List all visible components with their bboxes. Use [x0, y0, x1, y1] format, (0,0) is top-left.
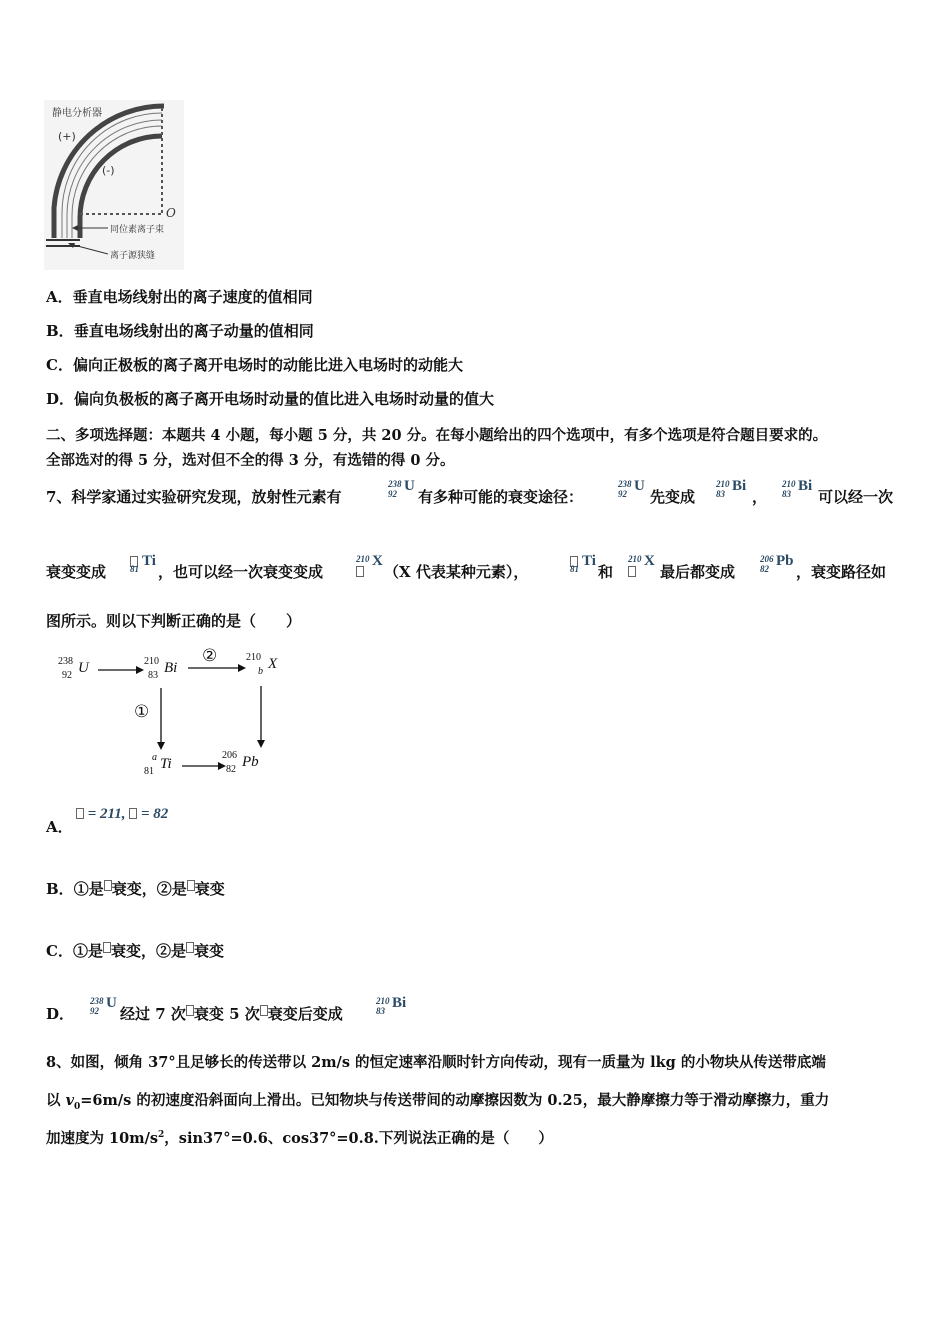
- q7-text-2c: （X 代表某种元素），: [384, 563, 529, 581]
- atomic-number: 83: [716, 489, 725, 499]
- atomic-number: 83: [148, 670, 158, 681]
- mass-number: 210: [356, 554, 370, 564]
- atomic-number: 92: [90, 1006, 99, 1016]
- element-symbol: Bi: [732, 478, 747, 494]
- option-letter: D．: [46, 390, 75, 408]
- blank-box: [104, 880, 112, 891]
- option-a-math: [76, 806, 168, 823]
- option-text-3: 衰变后变成: [267, 1005, 343, 1023]
- q7-line-3: 图所示。则以下判断正确的是（ ）: [46, 612, 302, 630]
- minus-plate-label: (-): [102, 164, 115, 177]
- atomic-placeholder: [628, 564, 636, 577]
- element-symbol: X: [268, 656, 278, 672]
- diagram-ti: [144, 752, 184, 782]
- q8-line-3: [46, 1127, 553, 1148]
- element-symbol: X: [644, 553, 655, 569]
- mass-number: 210: [246, 652, 261, 663]
- nuclide-ti: [570, 553, 600, 579]
- atomic-number: 92: [618, 489, 627, 499]
- nuclide-bi210: [782, 478, 822, 504]
- q8-line-2: [46, 1089, 829, 1112]
- option-letter: A．: [46, 818, 73, 836]
- atomic-number: 83: [376, 1006, 385, 1016]
- option-letter: B．: [46, 322, 74, 340]
- diagram-pb206: [222, 750, 272, 780]
- q8-line-1: 8、如图，倾角 37°且足够长的传送带以 2m/s 的恒定速率沿顺时针方向传动，现有一质量为 lkg 的小物块从传送带底端: [46, 1054, 826, 1071]
- element-symbol: Bi: [164, 660, 178, 676]
- math-part-1: = 211,: [87, 806, 126, 822]
- diagram-bi210: [144, 656, 188, 686]
- option-d-line: [120, 1003, 343, 1024]
- element-symbol: U: [404, 478, 415, 494]
- nuclide-pb206: [760, 553, 800, 579]
- mass-number: 238: [90, 996, 104, 1006]
- point-o-label: O: [166, 206, 176, 220]
- nuclide-x210: [628, 553, 662, 579]
- q7-text-1b: 有多种可能的衰变途径：: [418, 488, 584, 506]
- option-letter: B．: [46, 880, 74, 898]
- mass-number: 238: [388, 479, 402, 489]
- mass-number: 206: [760, 554, 774, 564]
- q6-option-d: [46, 388, 494, 409]
- nuclide-bi210: [376, 995, 416, 1021]
- q7-line-1: [46, 478, 946, 510]
- section-2-heading: 二、多项选择题：本题共 4 小题，每小题 5 分，共 20 分。在每小题给出的四个选项中，有多个选项是符合题目要求的。: [46, 427, 828, 444]
- option-letter: A．: [46, 288, 73, 306]
- q7-option-c: [46, 940, 224, 961]
- atomic-number: 81: [570, 564, 579, 574]
- option-text-1: ①是: [73, 880, 104, 898]
- ion-slit-label: 离子源狭缝: [110, 251, 156, 261]
- blank-box: [187, 880, 195, 891]
- element-symbol: Bi: [392, 995, 407, 1011]
- element-symbol: Pb: [242, 754, 259, 770]
- atomic-number: 81: [130, 564, 139, 574]
- nuclide-u238: [90, 995, 120, 1021]
- plus-plate-label: (+): [58, 130, 76, 143]
- mass-number: 210: [782, 479, 796, 489]
- blank-box: [260, 1005, 268, 1016]
- q6-option-b: [46, 320, 314, 341]
- blank-box: [186, 942, 194, 953]
- velocity-symbol: v: [65, 1092, 74, 1109]
- option-text: 垂直电场线射出的离子速度的值相同: [72, 288, 313, 306]
- step-1-label: ①: [134, 702, 150, 721]
- q7-text-2d: 和: [598, 563, 614, 581]
- diagram-x210: [246, 652, 290, 682]
- q7-text-2e: 最后都变成: [660, 563, 736, 581]
- option-text-1: ①是: [72, 942, 103, 960]
- q7-text-1e: 可以经一次: [818, 488, 894, 506]
- atomic-number: 92: [62, 670, 72, 681]
- blank-box: [103, 942, 111, 953]
- option-text: 偏向负极板的离子离开电场时动量的值比进入电场时动量的值大: [74, 390, 495, 408]
- option-text-3: 衰变: [193, 942, 224, 960]
- velocity-subscript: 0: [74, 1101, 81, 1112]
- analyzer-diagram: [40, 98, 250, 270]
- q7-text-1d: ，: [752, 488, 768, 506]
- exponent: 2: [158, 1130, 165, 1141]
- mass-number: 210: [716, 479, 730, 489]
- atomic-number: 82: [226, 764, 236, 775]
- nuclide-u238: [388, 478, 418, 504]
- element-symbol: Bi: [798, 478, 813, 494]
- atomic-number: 82: [760, 564, 769, 574]
- analyzer-title: 静电分析器: [52, 108, 102, 119]
- q6-option-c: [46, 354, 463, 375]
- option-text-3: 衰变: [194, 880, 225, 898]
- mass-number: 206: [222, 750, 237, 761]
- math-part-2: = 82: [140, 806, 169, 822]
- q7-text-2a: 衰变变成: [46, 563, 107, 581]
- option-text-2: 衰变，②是: [110, 942, 186, 960]
- element-symbol: Ti: [160, 756, 172, 772]
- element-symbol: X: [372, 553, 383, 569]
- text: 加速度为 10m/s: [46, 1130, 159, 1147]
- blank-box: [129, 808, 137, 819]
- decay-path-diagram: [56, 646, 296, 786]
- element-symbol: U: [634, 478, 645, 494]
- diagram-u238: [56, 656, 96, 686]
- element-symbol: Ti: [582, 553, 596, 569]
- mass-number: 210: [628, 554, 642, 564]
- mass-number: 238: [58, 656, 73, 667]
- q7-text-1c: 先变成: [650, 488, 696, 506]
- option-text-1: 经过 7 次: [120, 1005, 186, 1023]
- q7-option-a: [46, 806, 346, 840]
- element-symbol: Ti: [142, 553, 156, 569]
- element-symbol: Pb: [776, 553, 794, 569]
- q7-option-b: [46, 878, 225, 899]
- q7-text-2b: ，也可以经一次衰变变成: [158, 563, 324, 581]
- atomic-number: 83: [782, 489, 791, 499]
- text: 以: [46, 1092, 66, 1109]
- option-text-2: 衰变，②是: [111, 880, 187, 898]
- ion-beam-label: 同位素离子束: [110, 225, 165, 235]
- atomic-number: b: [258, 666, 263, 677]
- mass-number: 210: [376, 996, 390, 1006]
- mass-number: a: [152, 752, 157, 763]
- element-symbol: U: [106, 995, 117, 1011]
- q7-option-d: [46, 995, 546, 1027]
- q7-text-2f: ，衰变路径如: [796, 563, 887, 581]
- option-letter: C．: [46, 356, 73, 374]
- step-2-label: ②: [202, 646, 218, 665]
- nuclide-bi210: [716, 478, 756, 504]
- mass-number: 238: [618, 479, 632, 489]
- q6-option-a: [46, 286, 313, 307]
- electrostatic-analyzer-figure: [40, 98, 250, 270]
- element-symbol: U: [78, 660, 89, 676]
- text: =6m/s 的初速度沿斜面向上滑出。已知物块与传送带间的动摩擦因数为 0.25，最大静摩擦力等于滑动摩擦力，重力: [80, 1092, 830, 1109]
- atomic-number: 92: [388, 489, 397, 499]
- option-letter: D．: [46, 1005, 75, 1023]
- section-2-note: 全部选对的得 5 分，选对但不全的得 3 分，有选错的得 0 分。: [46, 452, 455, 469]
- mass-number: 210: [144, 656, 159, 667]
- blank-box: [76, 808, 84, 819]
- option-text: 垂直电场线射出的离子动量的值相同: [73, 322, 314, 340]
- atomic-number: 81: [144, 766, 154, 777]
- blank-box: [186, 1005, 194, 1016]
- nuclide-u238: [618, 478, 648, 504]
- option-letter: C．: [46, 942, 73, 960]
- atomic-placeholder: [356, 564, 364, 577]
- text: ，sin37°=0.6、cos37°=0.8.下列说法正确的是（ ）: [164, 1130, 553, 1147]
- option-text: 偏向正极板的离子离开电场时的动能比进入电场时的动能大: [72, 356, 463, 374]
- q7-line-2: [46, 553, 946, 585]
- q7-text-1a: 7、科学家通过实验研究发现，放射性元素有: [46, 488, 342, 506]
- option-text-2: 衰变 5 次: [193, 1005, 260, 1023]
